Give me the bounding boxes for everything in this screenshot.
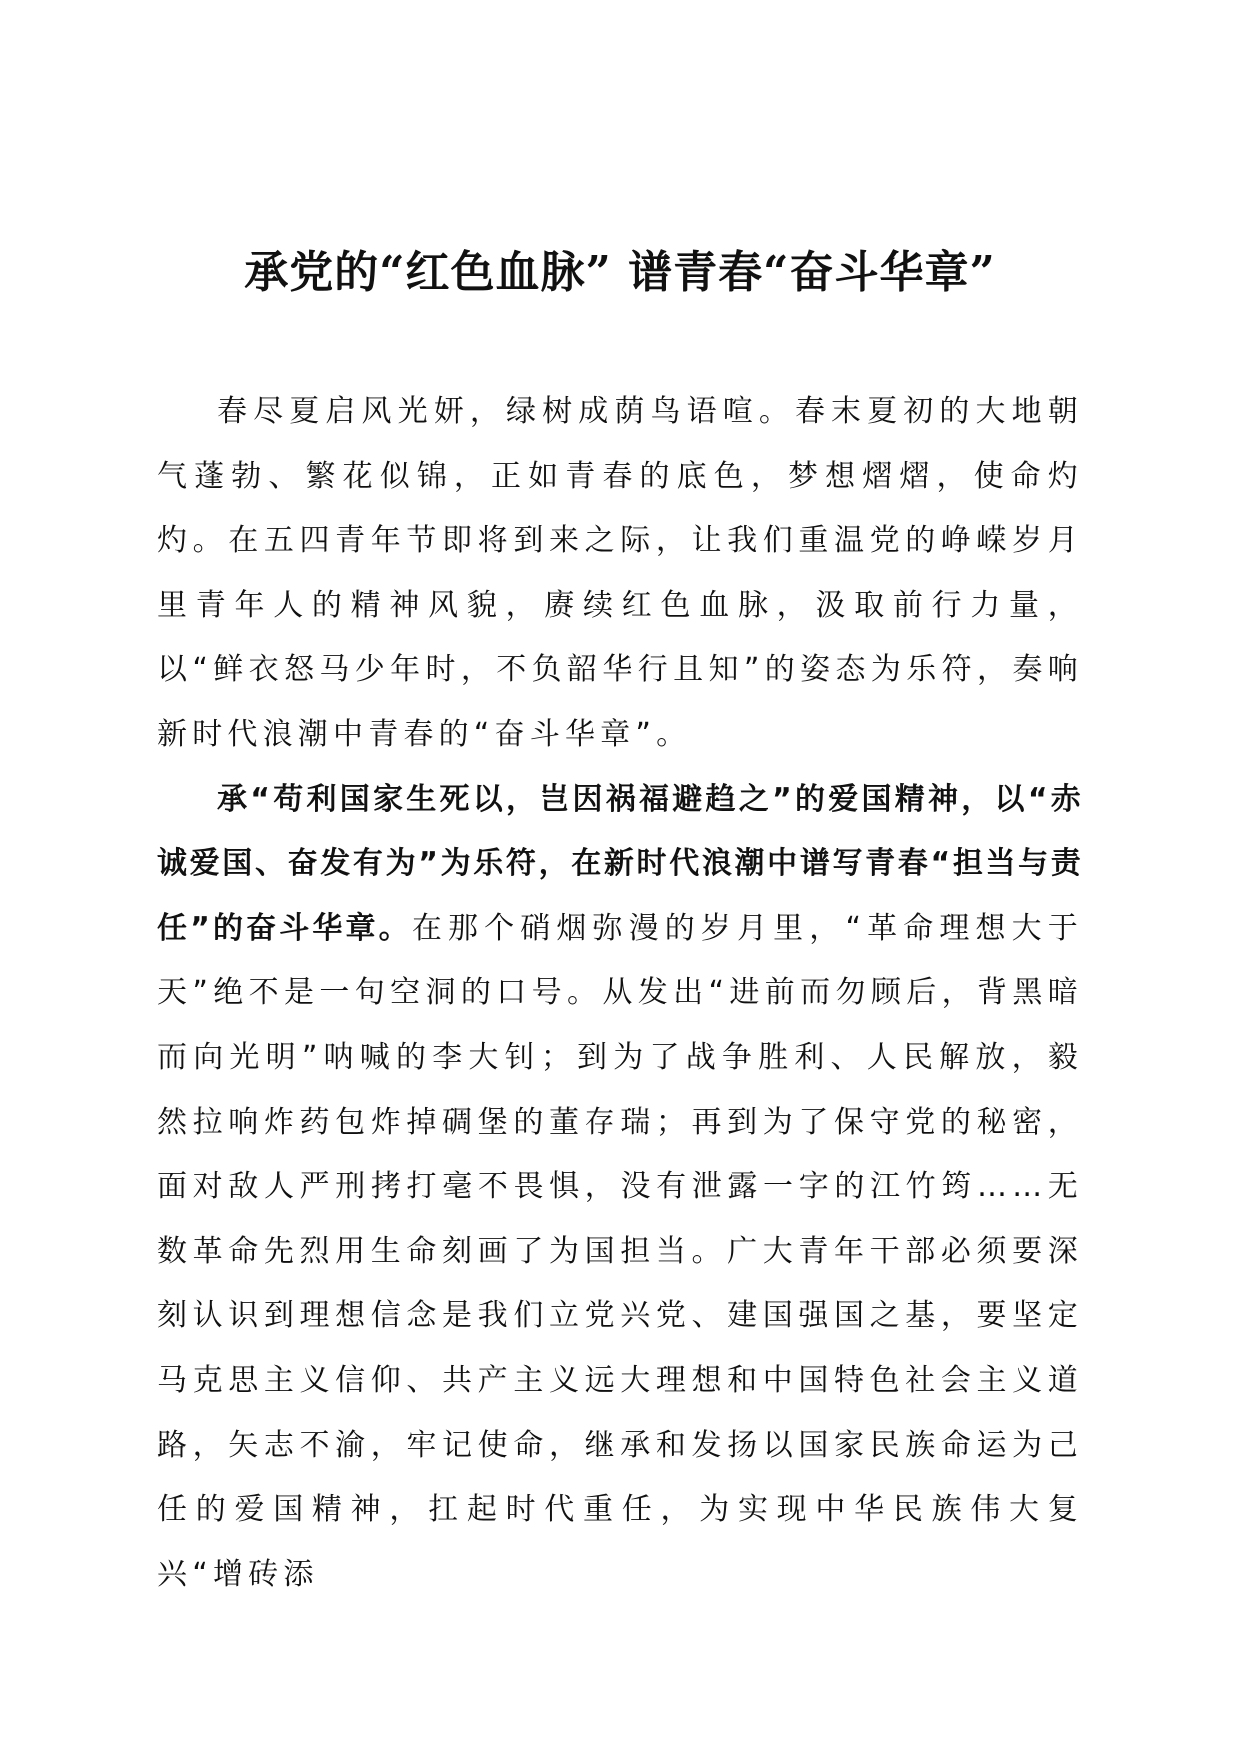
document-title: 承党的“红色血脉” 谱青春“奋斗华章” xyxy=(244,247,996,298)
paragraph-intro xyxy=(157,380,1083,768)
document-body xyxy=(157,380,1083,1607)
paragraph-patriotism-text: 在那个硝烟弥漫的岁月里，“革命理想大于天”绝不是一句空洞的口号。从发出“进前而勿顾后，背黑暗而向光明”呐喊的李大钊；到为了战争胜利、人民解放，毅然拉响炸药包炸掉碉堡的董存瑞；再到为了保守党的秘密，面对敌人严刑拷打毫不畏惧，没有泄露一字的江竹筠……无数革命先烈用生命刻画了为国担当。广大青年干部必须要深刻认识到理想信念是我们立党兴党、建国强国之基，要坚定马克思主义信仰、共产主义远大理想和中国特色社会主义道路，矢志不渝，牢记使命，继承和发扬以国家民族命运为己任的爱国精神，扛起时代重任，为实现中华民族伟大复兴“增砖添 xyxy=(157,910,1083,1592)
paragraph-patriotism xyxy=(157,768,1083,1608)
paragraph-patriotism-lead: 承“苟利国家生死以，岂因祸福避趋之”的爱国精神，以“赤诚爱国、奋发有为”为乐符，在新时代浪潮中谱写青春“担当与责任”的奋斗华章。 xyxy=(157,781,1083,946)
paragraph-intro-text: 春尽夏启风光妍，绿树成荫鸟语喧。春末夏初的大地朝气蓬勃、繁花似锦，正如青春的底色，梦想熠熠，使命灼灼。在五四青年节即将到来之际，让我们重温党的峥嵘岁月里青年人的精神风貌，赓续红色血脉，汲取前行力量，以“鲜衣怒马少年时，不负韶华行且知”的姿态为乐符，奏响新时代浪潮中青春的“奋斗华章”。 xyxy=(157,394,1083,752)
